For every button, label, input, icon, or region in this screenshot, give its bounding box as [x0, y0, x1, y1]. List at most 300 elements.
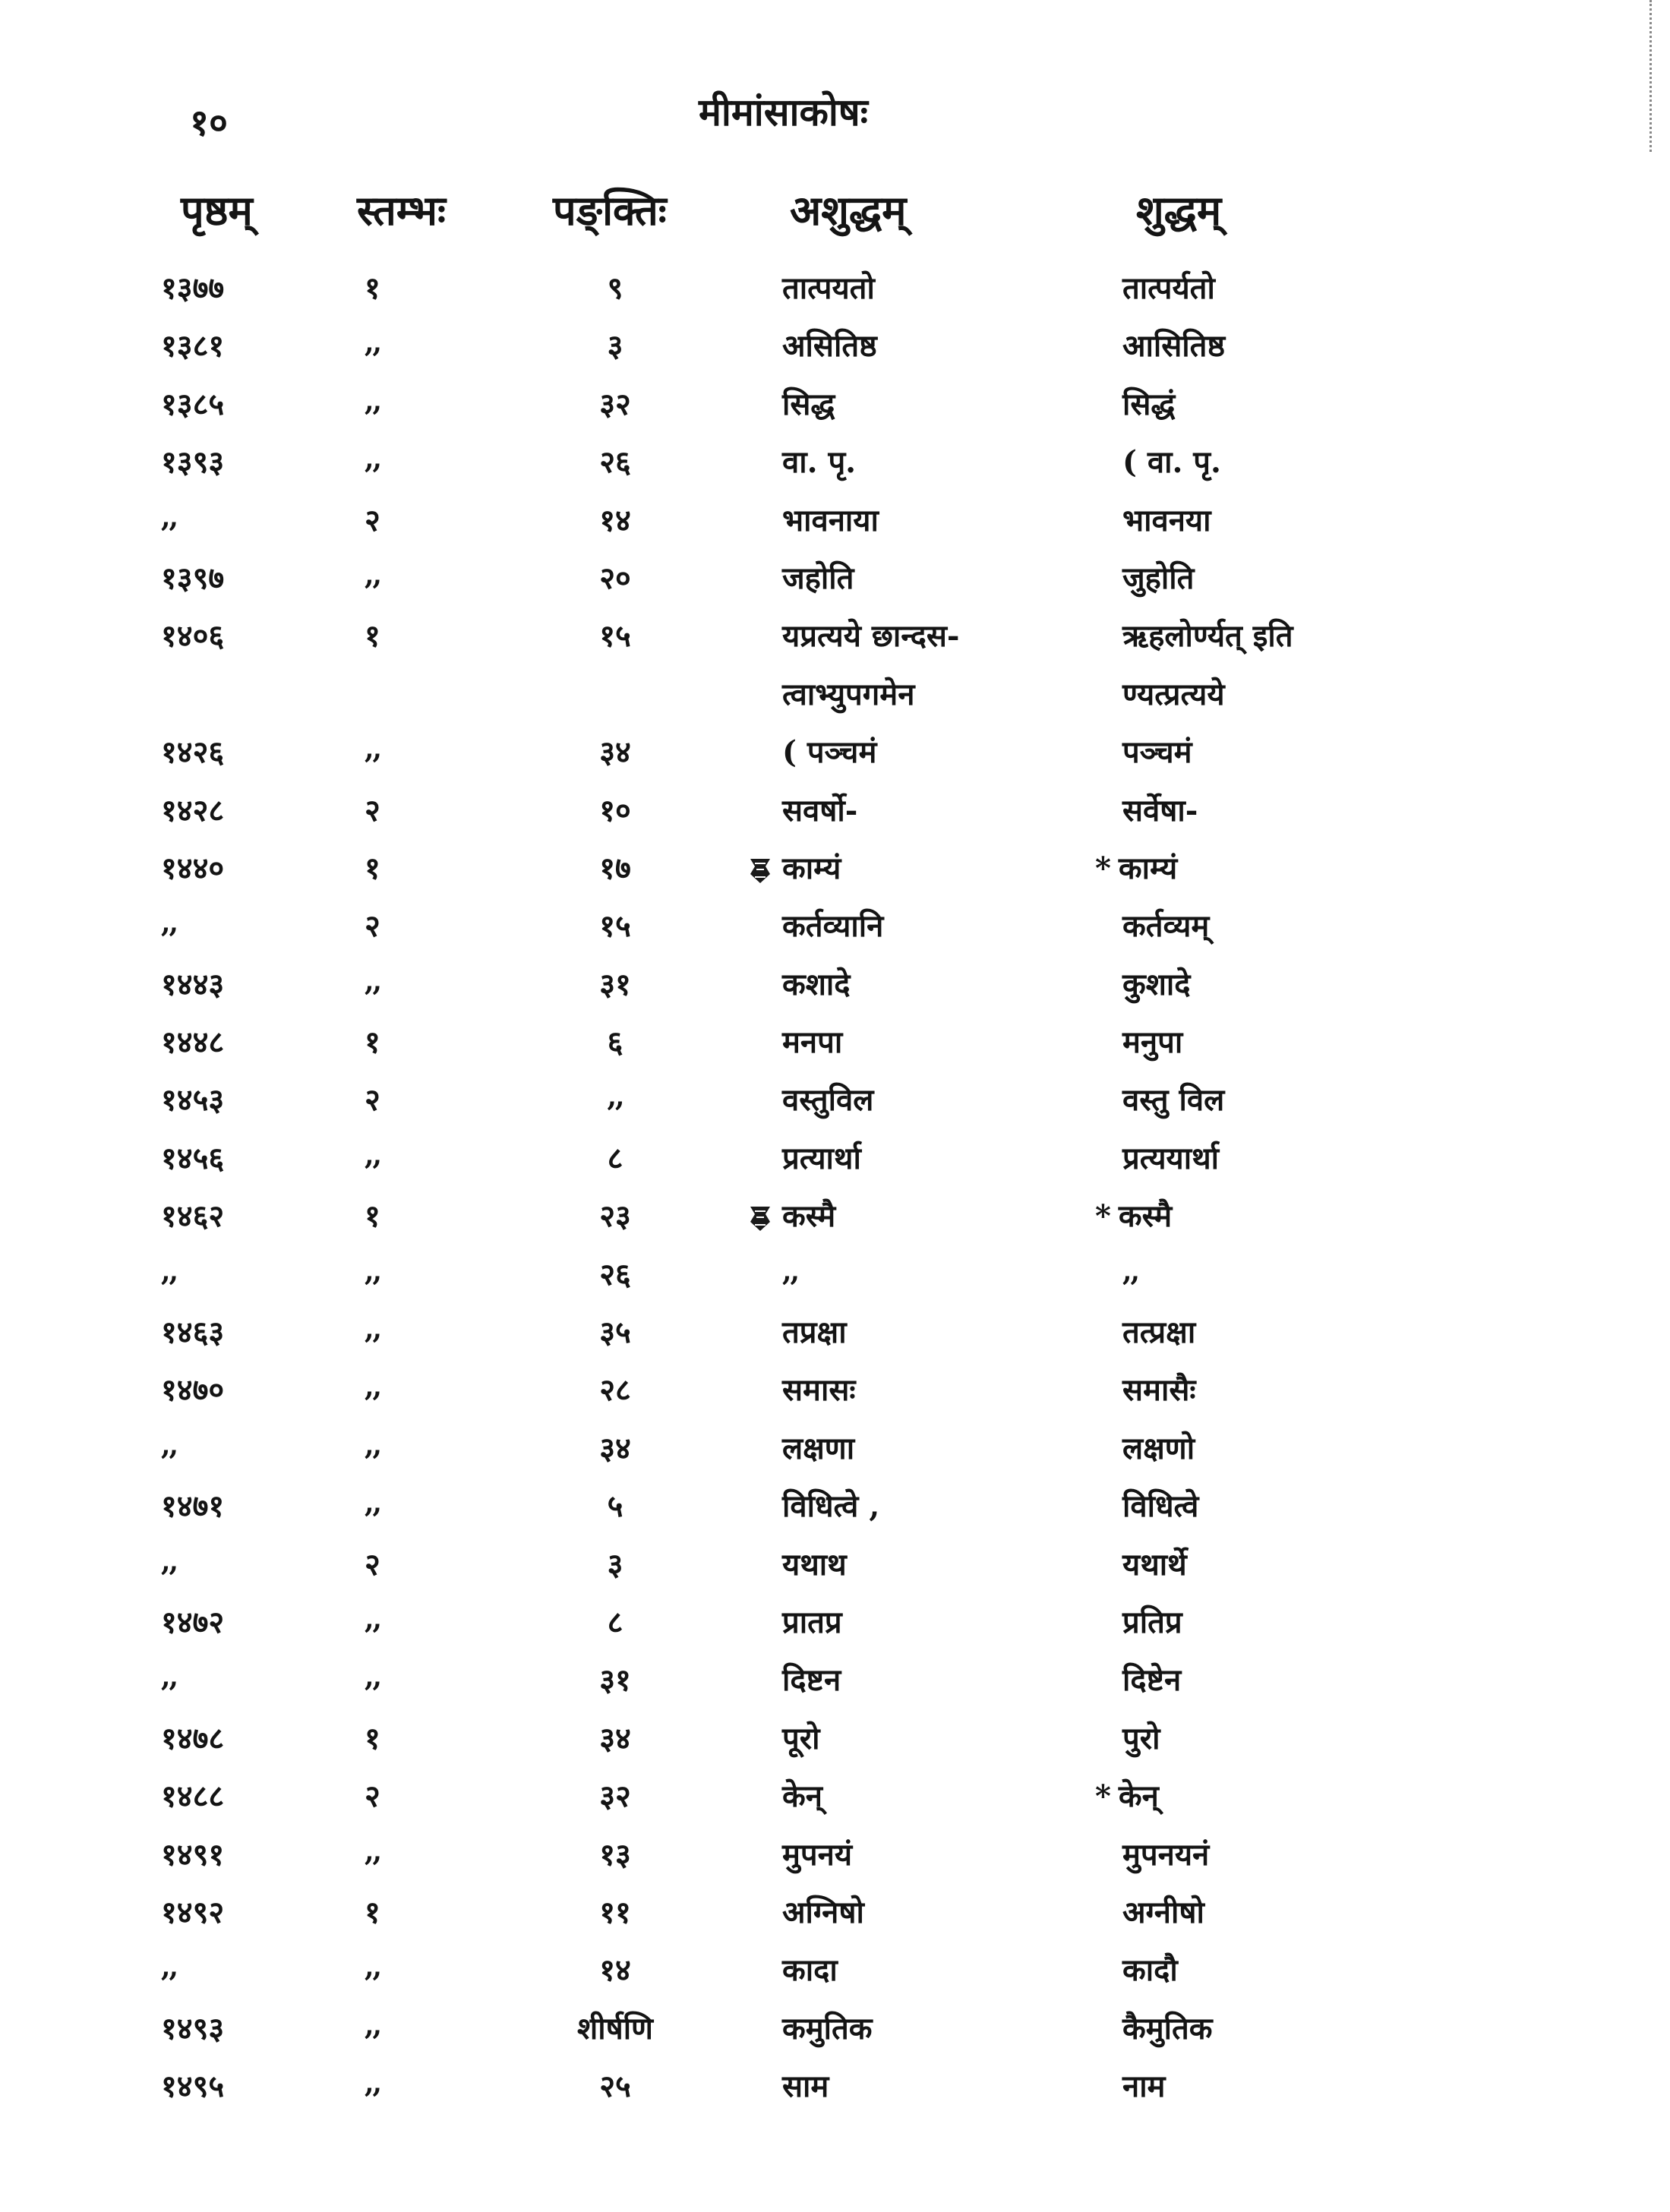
cell-column-text: २ [365, 792, 380, 828]
table-row [0, 1360, 1670, 1418]
cell-column-text: ,, [365, 1661, 381, 1693]
cell-correct-text: समासैः [1122, 1372, 1196, 1409]
cell-correct-text: दिष्टेन [1122, 1662, 1182, 1699]
table-row [0, 1302, 1670, 1360]
cell-incorrect [782, 730, 1132, 772]
cell-column-text: ,, [365, 1138, 381, 1171]
cell-column-text: ,, [365, 1487, 381, 1519]
cell-incorrect [782, 962, 1132, 1004]
cell-line [554, 1310, 676, 1352]
cell-line [554, 266, 676, 308]
cell-column [365, 382, 456, 418]
cell-column-text: १ [365, 1198, 380, 1235]
cell-incorrect-text: यप्रत्यये छान्दस- [782, 618, 960, 655]
cell-column [365, 323, 456, 359]
cell-column-text: ,, [365, 1602, 381, 1635]
cell-page [161, 440, 290, 481]
table-row [0, 1535, 1670, 1592]
table-row [0, 548, 1670, 606]
cell-correct-text: वस्तु विल [1122, 1082, 1225, 1119]
cell-page-text: ,, [161, 1661, 178, 1693]
table-row [0, 955, 1670, 1012]
cell-incorrect [782, 904, 1132, 945]
cell-page-text: १४४० [161, 850, 225, 886]
cell-correct-text: ,, [1122, 1254, 1139, 1287]
cell-page-text: १४६२ [161, 1198, 225, 1235]
cell-incorrect [782, 1194, 1132, 1235]
cell-incorrect [782, 1310, 1132, 1352]
cell-incorrect-text: कादा [782, 1952, 838, 1989]
cell-incorrect-text: कशादे [782, 966, 851, 1002]
cell-correct-text: सिद्धं [1122, 386, 1176, 422]
cell-column-text: ,, [365, 2067, 381, 2100]
cell-page [161, 2006, 290, 2048]
cell-page-text: ,, [161, 500, 178, 533]
cell-correct [1122, 788, 1517, 830]
cell-incorrect [782, 498, 1132, 540]
cell-correct-text: काम्यं [1118, 850, 1178, 886]
cell-correct [1122, 440, 1517, 481]
cell-page [161, 1716, 290, 1758]
cell-correct [1122, 1310, 1517, 1352]
cell-column [365, 962, 456, 998]
cell-column-text: ,, [365, 1313, 381, 1346]
cell-incorrect-text: मनपा [782, 1024, 843, 1061]
cell-line [554, 1426, 676, 1468]
cell-column-text: ,, [365, 733, 381, 765]
cell-column [365, 904, 456, 945]
cell-page-text: १३९७ [161, 560, 225, 596]
cell-line-text: ३४ [599, 734, 631, 771]
cell-column [365, 788, 456, 830]
cell-page [161, 1426, 290, 1462]
table-row [0, 258, 1670, 316]
cell-correct-text: लक्षणो [1122, 1430, 1195, 1466]
cell-incorrect [782, 1890, 1132, 1932]
cell-column [365, 614, 456, 655]
cell-correct-text: नाम [1122, 2068, 1166, 2105]
margin-dotted-line [1645, 0, 1652, 152]
table-row [0, 606, 1670, 664]
table-row [0, 491, 1670, 548]
cell-correct [1122, 1658, 1517, 1699]
cell-incorrect-text: समासः [782, 1372, 856, 1409]
cell-page-text: १४९२ [161, 1894, 225, 1930]
cell-page [161, 1368, 290, 1409]
cell-incorrect-text: प्रत्यार्था [782, 1140, 861, 1176]
cell-line-text: १४ [599, 1952, 631, 1989]
cell-incorrect [782, 323, 1132, 365]
cell-line-text: ५ [607, 1488, 623, 1525]
cell-incorrect [782, 1832, 1132, 1874]
cell-incorrect-text: पूरो [782, 1720, 820, 1756]
cell-correct [1122, 1078, 1517, 1119]
cell-incorrect-text: जहोति [782, 560, 854, 596]
cell-incorrect [782, 846, 1132, 888]
header-column: स्तम्भः [357, 186, 446, 235]
cell-column-text: २ [365, 1546, 380, 1582]
cell-correct [1095, 846, 1517, 888]
cell-page [161, 1136, 290, 1178]
cell-page-text: ,, [161, 1428, 178, 1461]
cell-page [161, 1600, 290, 1642]
cell-incorrect [782, 1020, 1132, 1062]
cell-line [554, 1136, 676, 1178]
table-row [0, 664, 1670, 722]
cell-page-text: १३९३ [161, 444, 225, 481]
cell-correct-text: सर्वेषा- [1122, 792, 1198, 828]
table-row [0, 2056, 1670, 2114]
cell-page [161, 266, 290, 308]
cell-page-text: १३८१ [161, 328, 225, 364]
table-row [0, 1418, 1670, 1476]
cell-page-text: १४८८ [161, 1778, 225, 1815]
cell-page-text: १४४८ [161, 1024, 225, 1061]
cell-line [554, 2006, 676, 2048]
cell-line [554, 962, 676, 1004]
cell-page-text: १४२६ [161, 734, 225, 771]
cell-column-text: १ [365, 1720, 380, 1756]
cell-column-text: १ [365, 618, 380, 655]
table-row [0, 1245, 1670, 1302]
cell-page-text: १३७७ [161, 270, 225, 306]
cell-page [161, 1484, 290, 1526]
cell-correct [1122, 1426, 1517, 1468]
cell-correct-text: तात्पर्यतो [1122, 270, 1215, 306]
cell-incorrect-text: तात्पयतो [782, 270, 875, 306]
cell-page-text: १४७२ [161, 1604, 225, 1640]
cell-correct-text: प्रतिप्र [1122, 1604, 1182, 1640]
cell-correct [1122, 2064, 1517, 2106]
cell-correct-text: यथार्थे [1122, 1546, 1187, 1582]
star-mark-icon [747, 857, 773, 885]
cell-incorrect-text: ,, [782, 1254, 799, 1287]
cell-correct-text: ण्यत्प्रत्यये [1122, 676, 1225, 712]
cell-line-text: ३४ [599, 1430, 631, 1466]
cell-column [365, 1020, 456, 1062]
cell-page-text: १४९५ [161, 2068, 225, 2105]
cell-page-text: १४७० [161, 1372, 225, 1409]
cell-page [161, 904, 290, 939]
cell-incorrect [782, 1716, 1132, 1758]
table-row [0, 432, 1670, 490]
cell-correct [1122, 1716, 1517, 1758]
star-mark-icon [747, 1205, 773, 1232]
cell-column-text: ,, [365, 1835, 381, 1867]
cell-page [161, 730, 290, 772]
cell-column [365, 1368, 456, 1403]
cell-correct [1122, 1136, 1517, 1178]
cell-incorrect [782, 2064, 1132, 2106]
cell-column [365, 440, 456, 475]
cell-correct-text: कादौ [1122, 1952, 1178, 1989]
cell-incorrect [782, 1484, 1132, 1526]
cell-correct [1122, 1020, 1517, 1062]
cell-incorrect-text: यथाथ [782, 1546, 847, 1582]
cell-correct [1122, 498, 1517, 540]
cell-page [161, 614, 290, 655]
cell-correct [1122, 904, 1517, 945]
cell-incorrect [782, 672, 1132, 714]
cell-correct [1122, 556, 1517, 598]
table-row [0, 1650, 1670, 1708]
cell-page [161, 498, 290, 534]
cell-line [554, 1774, 676, 1816]
cell-page [161, 1542, 290, 1578]
asterisk-mark: * [1095, 850, 1111, 886]
cell-column-text: २ [365, 1082, 380, 1119]
cell-line [554, 904, 676, 945]
cell-incorrect [782, 1658, 1132, 1699]
cell-page [161, 788, 290, 830]
cell-line [554, 614, 676, 655]
cell-page [161, 1658, 290, 1693]
cell-column [365, 1542, 456, 1584]
cell-line-text: ११ [599, 1894, 631, 1930]
cell-line [554, 730, 676, 772]
cell-incorrect-text: असितिष्ठ [782, 328, 877, 364]
cell-column [365, 1890, 456, 1932]
cell-correct-text: प्रत्ययार्था [1122, 1140, 1220, 1176]
cell-line-text: ९ [607, 270, 623, 306]
cell-page [161, 2064, 290, 2106]
cell-incorrect [782, 1426, 1132, 1468]
cell-column-text: ,, [365, 327, 381, 359]
table-header [0, 181, 1670, 241]
cell-incorrect [782, 1078, 1132, 1119]
cell-line-text: ६ [607, 1024, 623, 1061]
page-number: १० [190, 102, 228, 144]
cell-line-text: ८ [607, 1604, 623, 1640]
cell-page-text: १४५३ [161, 1082, 225, 1119]
table-row [0, 1940, 1670, 1998]
cell-page [161, 1890, 290, 1932]
cell-correct [1122, 1600, 1517, 1642]
header-line: पङ्क्तिः [553, 186, 667, 235]
cell-page [161, 323, 290, 365]
table-row [0, 1825, 1670, 1882]
cell-correct [1122, 1368, 1517, 1409]
cell-correct-text: भावनया [1122, 502, 1211, 538]
cell-column [365, 1658, 456, 1693]
cell-line-text: २६ [599, 1256, 631, 1292]
cell-correct-text: कर्तव्यम् [1122, 908, 1210, 945]
cell-column [365, 1252, 456, 1288]
cell-line-text: शीर्षणि [577, 2010, 653, 2046]
table-row [0, 1709, 1670, 1766]
cell-correct [1122, 962, 1517, 1004]
cell-incorrect [782, 382, 1132, 424]
cell-line [554, 1716, 676, 1758]
cell-column [365, 1600, 456, 1636]
cell-incorrect-text: काम्यं [782, 850, 841, 886]
cell-line [554, 1194, 676, 1235]
cell-incorrect [782, 1600, 1132, 1642]
cell-column-text: ,, [365, 1254, 381, 1287]
cell-page [161, 1310, 290, 1352]
cell-column [365, 846, 456, 888]
cell-page-text: ,, [161, 1951, 178, 1983]
table-row [0, 1128, 1670, 1186]
cell-column [365, 1078, 456, 1119]
cell-page-text: ,, [161, 1545, 178, 1577]
cell-incorrect [782, 1136, 1132, 1178]
cell-correct [1122, 1542, 1517, 1584]
cell-page [161, 1020, 290, 1062]
cell-column-text: ,, [365, 2008, 381, 2041]
cell-column [365, 730, 456, 765]
header-incorrect: अशुद्धम् [790, 186, 907, 235]
cell-incorrect-text: अग्निषो [782, 1894, 864, 1930]
cell-line-text: ,, [607, 1081, 623, 1113]
cell-line-text: २३ [599, 1198, 631, 1235]
cell-line [554, 1948, 676, 1990]
cell-page [161, 1774, 290, 1816]
cell-correct-text: कैमुतिक [1122, 2010, 1213, 2046]
cell-correct [1122, 1484, 1517, 1526]
header-page: पृष्ठम् [181, 186, 253, 235]
cell-correct [1122, 1252, 1517, 1288]
cell-correct [1122, 1890, 1517, 1932]
table-row [0, 1999, 1670, 2056]
table-row [0, 1070, 1670, 1128]
cell-column [365, 498, 456, 540]
cell-column [365, 266, 456, 308]
cell-incorrect [782, 1948, 1132, 1990]
cell-incorrect-text: सिद्ध [782, 386, 835, 422]
cell-page-text: ,, [161, 1254, 178, 1287]
cell-page [161, 1194, 290, 1235]
cell-page-text: १४७८ [161, 1720, 225, 1756]
table-row [0, 1186, 1670, 1244]
cell-correct [1122, 614, 1517, 655]
cell-incorrect [782, 1252, 1132, 1288]
cell-incorrect-text: त्वाभ्युपगमेन [782, 676, 915, 712]
cell-column-text: ,, [365, 1951, 381, 1983]
cell-page [161, 846, 290, 888]
cell-page [161, 1078, 290, 1119]
cell-incorrect [782, 556, 1132, 598]
cell-correct-text: पञ्चमं [1122, 734, 1192, 771]
cell-line-text: १० [599, 792, 631, 828]
cell-line-text: ८ [607, 1140, 623, 1176]
cell-column [365, 1832, 456, 1868]
cell-incorrect-text: ( पञ्चमं [782, 734, 877, 771]
cell-line-text: ३१ [599, 1662, 631, 1699]
cell-correct [1122, 1832, 1517, 1874]
cell-incorrect [782, 440, 1132, 481]
cell-incorrect-text: विधित्वे , [782, 1488, 880, 1525]
cell-correct [1122, 672, 1517, 714]
cell-column [365, 1136, 456, 1172]
cell-line [554, 1078, 676, 1113]
cell-line [554, 1890, 676, 1932]
cell-line [554, 556, 676, 598]
cell-column [365, 556, 456, 592]
cell-correct [1095, 1774, 1517, 1816]
cell-column-text: ,, [365, 384, 381, 417]
table-row [0, 1882, 1670, 1940]
cell-line [554, 788, 676, 830]
cell-column-text: १ [365, 270, 380, 306]
table-row [0, 1766, 1670, 1824]
table-row [0, 374, 1670, 432]
cell-correct-text: मनुपा [1122, 1024, 1183, 1061]
errata-table [0, 258, 1670, 2115]
cell-incorrect-text: लक्षणा [782, 1430, 855, 1466]
cell-line [554, 1542, 676, 1584]
cell-incorrect-text: भावनाया [782, 502, 879, 538]
cell-page-text: १४२८ [161, 792, 225, 828]
cell-correct-text: ऋहलोर्ण्यत् इति [1122, 618, 1293, 655]
cell-incorrect [782, 1542, 1132, 1584]
cell-line-text: ३२ [599, 1778, 631, 1815]
cell-line-text: ३१ [599, 966, 631, 1002]
cell-incorrect-text: सवर्षो- [782, 792, 858, 828]
table-row [0, 896, 1670, 954]
cell-line-text: ३४ [599, 1720, 631, 1756]
cell-page [161, 382, 290, 424]
cell-column-text: १ [365, 850, 380, 886]
cell-correct-text: जुहोति [1122, 560, 1195, 596]
cell-correct [1122, 2006, 1517, 2048]
cell-line [554, 1600, 676, 1642]
cell-column-text: ,, [365, 443, 381, 475]
cell-correct [1122, 382, 1517, 424]
cell-line [554, 1368, 676, 1409]
cell-page [161, 1252, 290, 1288]
cell-column [365, 1426, 456, 1462]
cell-incorrect [782, 614, 1132, 655]
cell-column [365, 2006, 456, 2042]
cell-line-text: ३२ [599, 386, 631, 422]
cell-correct [1122, 1948, 1517, 1990]
table-row [0, 1476, 1670, 1534]
cell-column-text: २ [365, 502, 380, 538]
cell-column-text: ,, [365, 1428, 381, 1461]
cell-column [365, 2064, 456, 2100]
cell-line [554, 1832, 676, 1874]
cell-column [365, 1310, 456, 1346]
cell-column-text: ,, [365, 558, 381, 591]
cell-incorrect-text: प्रातप्र [782, 1604, 842, 1640]
cell-line [554, 1020, 676, 1062]
cell-line [554, 846, 676, 888]
cell-page [161, 962, 290, 1004]
cell-correct-text: अग्नीषो [1122, 1894, 1204, 1930]
cell-line [554, 1484, 676, 1526]
cell-correct-text: विधित्वे [1122, 1488, 1199, 1525]
header-correct: शुद्धम् [1136, 186, 1222, 235]
cell-incorrect-text: कमुतिक [782, 2010, 873, 2046]
cell-incorrect-text: कर्तव्यानि [782, 908, 884, 945]
cell-line-text: ३५ [599, 1314, 631, 1351]
cell-correct [1122, 323, 1517, 365]
cell-column-text: १ [365, 1894, 380, 1930]
cell-incorrect-text: कस्मै [782, 1198, 836, 1235]
table-row [0, 1012, 1670, 1070]
cell-line [554, 323, 676, 365]
cell-correct-text: केन् [1118, 1778, 1159, 1815]
cell-correct [1122, 730, 1517, 772]
cell-column [365, 1948, 456, 1983]
cell-line-text: २५ [599, 2068, 631, 2105]
table-row [0, 838, 1670, 896]
cell-page-text: १४४३ [161, 966, 225, 1002]
cell-line [554, 1252, 676, 1294]
cell-page-text: ,, [161, 907, 178, 939]
cell-line-text: ३ [607, 1546, 623, 1582]
